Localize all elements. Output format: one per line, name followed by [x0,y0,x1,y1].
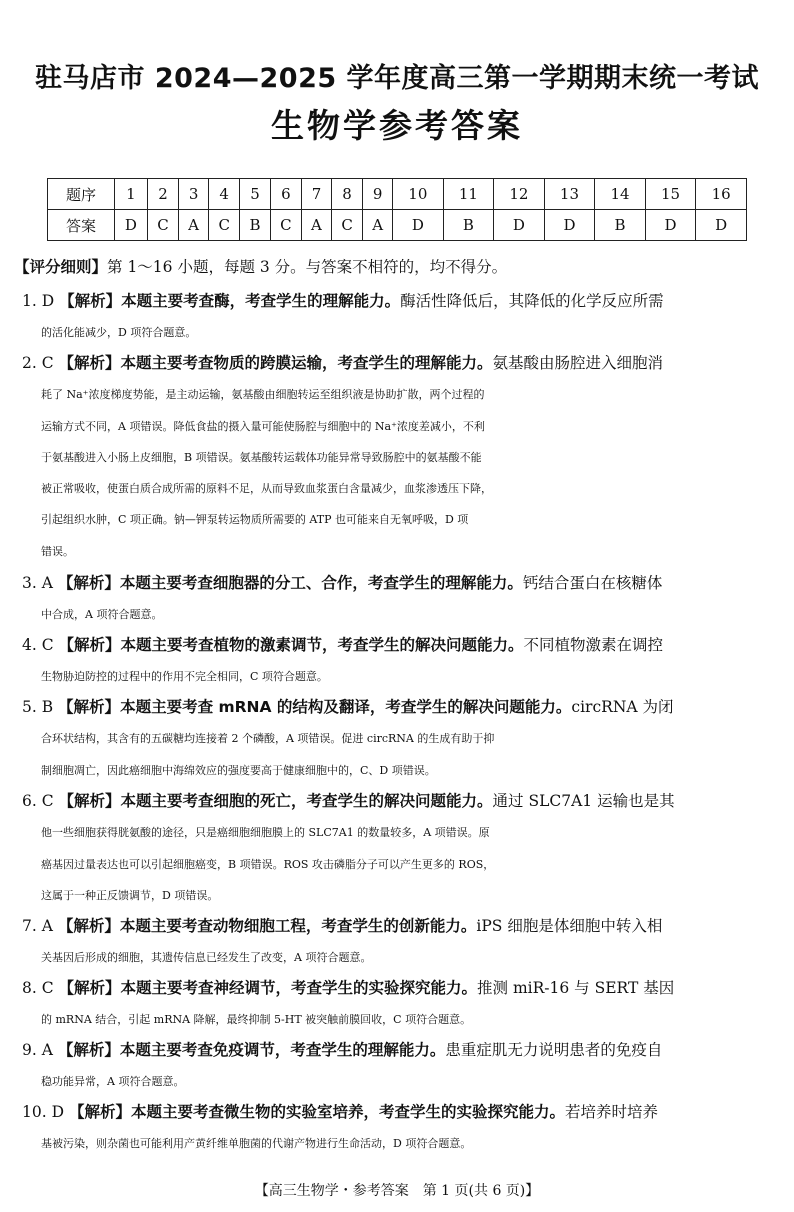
answer-explanation [22,692,782,786]
question-number: 10 [393,179,444,210]
explanation-text: 制细胞凋亡，因此癌细胞中海绵效应的强度要高于健康细胞中的，C、D 项错误。 [41,763,436,777]
answer-explanation [22,973,782,1036]
answer-explanation [22,630,782,693]
answer-cell: B [240,210,270,241]
exam-title: 驻马店市 2024—2025 学年度高三第一学期期末统一考试 [34,63,760,94]
topic-summary: 本题主要考查物质的跨膜运输，考查学生的理解能力。 [120,354,493,372]
question-number: 1 [115,179,148,210]
explanation-text: 于氨基酸进入小肠上皮细胞，B 项错误。氨基酸转运载体功能异常导致肠腔中的氨基酸不能 [41,450,482,464]
scoring-rule-text: 第 1～16 小题，每题 3 分。与答案不相符的，均不得分。 [107,258,508,276]
document-title: 生物学参考答案 [271,106,523,145]
question-number-row [48,179,747,210]
explanation-text: 的活化能减少，D 项符合题意。 [41,326,197,340]
question-answer-label: 1. D [22,292,55,310]
explanation-text: 合环状结构，其含有的五碳糖均连接着 2 个磷酸，A 项错误。促进 circRNA 的生成有助于抑 [41,732,495,746]
answer-cell: D [696,210,747,241]
question-answer-label: 8. C [22,979,54,997]
explanation-text: 耗了 Na⁺浓度梯度势能，是主动运输，氨基酸由细胞转运至组织液是协助扩散，两个过程的 [41,388,485,402]
topic-summary: 本题主要考查微生物的实验室培养，考查学生的实验探究能力。 [130,1103,565,1121]
question-answer-label: 9. A [22,1041,53,1059]
explanation-text: 这属于一种正反馈调节，D 项错误。 [41,888,219,902]
answer-explanation [22,911,782,974]
page-footer: 【高三生物学・参考答案 第 1 页(共 6 页)】 [254,1183,540,1199]
question-answer-label: 2. C [22,354,54,372]
explanation-line [22,379,782,410]
question-answer-label: 5. B [22,698,54,716]
explanation-text: 引起组织水肿，C 项正确。钠—钾泵转运物质所需要的 ATP 也可能来自无氧呼吸，D 项 [41,513,469,527]
explanation-text: circRNA 为闭 [571,698,674,716]
explanation-text: 患重症肌无力说明患者的免疫自 [445,1041,663,1059]
explanation-line [22,692,782,723]
analysis-tag: 【解析】 [58,979,121,997]
explanation-line [22,661,782,692]
explanation-text: 基被污染，则杂菌也可能利用产黄纤维单胞菌的代谢产物进行生命活动，D 项符合题意。 [41,1137,472,1151]
question-number: 3 [179,179,209,210]
answer-cell: A [363,210,393,241]
explanation-text: 若培养时培养 [564,1103,658,1121]
explanation-text: 被正常吸收，使蛋白质合成所需的原料不足，从而导致血浆蛋白含量减少，血浆渗透压下降， [41,482,492,496]
analysis-tag: 【解析】 [57,1041,120,1059]
explanation-text: 稳功能异常，A 项符合题意。 [41,1075,185,1089]
explanation-line [22,786,782,817]
explanation-line [22,568,782,599]
question-number: 7 [302,179,332,210]
answer-cell: B [443,210,494,241]
explanation-line [22,473,782,504]
scoring-rule [14,255,507,277]
explanation-line [22,536,782,567]
topic-summary: 本题主要考查免疫调节，考查学生的理解能力。 [119,1041,446,1059]
question-number: 9 [363,179,393,210]
explanation-line [22,348,782,379]
explanation-text: 他一些细胞获得胱氨酸的途径，只是癌细胞细胞膜上的 SLC7A1 的数量较多，A 项错误。原 [41,826,490,840]
answer-explanation [22,1035,782,1098]
answer-cell: C [270,210,301,241]
explanation-line [22,1066,782,1097]
explanation-line [22,723,782,754]
explanation-text: 的 mRNA 结合，引起 mRNA 降解，最终抑制 5-HT 被突触前膜回收，C 项符合题意。 [41,1013,472,1027]
explanation-line [22,755,782,786]
explanation-text: 运输方式不同，A 项错误。降低食盐的摄入量可能使肠腔与细胞中的 Na⁺浓度差减小，不利 [41,419,485,433]
question-answer-label: 6. C [22,792,54,810]
question-number: 13 [544,179,595,210]
question-number: 5 [240,179,270,210]
topic-summary: 本题主要考查植物的激素调节，考查学生的解决问题能力。 [120,636,524,654]
explanation-text: 错误。 [41,544,74,558]
topic-summary: 本题主要考查细胞的死亡，考查学生的解决问题能力。 [120,792,493,810]
question-number: 16 [696,179,747,210]
answer-cell: D [544,210,595,241]
question-answer-label: 4. C [22,636,54,654]
answer-explanation [22,348,782,567]
explanation-text: 生物胁迫防控的过程中的作用不完全相同，C 项符合题意。 [41,670,328,684]
answer-cell: A [179,210,209,241]
explanation-line [22,1097,782,1128]
analysis-tag: 【解析】 [57,574,120,592]
question-number: 6 [270,179,301,210]
explanation-text: 不同植物激素在调控 [523,636,664,654]
analysis-tag: 【解析】 [58,636,121,654]
topic-summary: 本题主要考查动物细胞工程，考查学生的创新能力。 [119,917,477,935]
question-number: 14 [595,179,646,210]
answer-cell: D [393,210,444,241]
explanation-line [22,442,782,473]
answer-explanation [22,1097,782,1160]
answer-cell: C [208,210,239,241]
question-number: 12 [494,179,545,210]
analysis-tag: 【解析】 [58,698,121,716]
topic-summary: 本题主要考查 mRNA 的结构及翻译，考查学生的解决问题能力。 [120,698,572,716]
explanation-line [22,817,782,848]
explanation-text: 关基因后形成的细胞，其遗传信息已经发生了改变，A 项符合题意。 [41,951,372,965]
answer-cell: C [147,210,178,241]
explanation-text: 钙结合蛋白在核糖体 [522,574,663,592]
explanation-text: 通过 SLC7A1 运输也是其 [492,792,675,810]
question-number: 15 [645,179,696,210]
answer-cell: A [302,210,332,241]
question-number: 11 [443,179,494,210]
explanation-text: 推测 miR-16 与 SERT 基因 [477,979,675,997]
explanation-text: 酶活性降低后，其降低的化学反应所需 [400,292,664,310]
answer-cell: B [595,210,646,241]
explanation-line [22,911,782,942]
explanation-line [22,599,782,630]
answer-cell: D [115,210,148,241]
explanation-line [22,411,782,442]
explanation-line [22,1035,782,1066]
explanation-line [22,880,782,911]
answer-row [48,210,747,241]
question-number: 4 [208,179,239,210]
answer-explanation [22,286,782,349]
explanation-text: 癌基因过量表达也可以引起细胞癌变，B 项错误。ROS 攻击磷脂分子可以产生更多的 ROS， [41,857,495,871]
answer-explanation [22,786,782,911]
analysis-tag: 【解析】 [58,792,121,810]
explanation-line [22,973,782,1004]
explanation-line [22,504,782,535]
row-header-number: 题序 [48,179,115,210]
topic-summary: 本题主要考查细胞器的分工、合作，考查学生的理解能力。 [119,574,523,592]
question-answer-label: 10. D [22,1103,65,1121]
question-number: 2 [147,179,178,210]
explanation-line [22,286,782,317]
analysis-tag: 【解析】 [58,354,121,372]
explanation-line [22,1128,782,1159]
explanation-line [22,849,782,880]
answer-cell: C [331,210,362,241]
topic-summary: 本题主要考查酶，考查学生的理解能力。 [121,292,401,310]
explanation-line [22,1004,782,1035]
analysis-tag: 【解析】 [59,292,122,310]
explanation-line [22,942,782,973]
topic-summary: 本题主要考查神经调节，考查学生的实验探究能力。 [120,979,478,997]
explanation-text: 中合成，A 项符合题意。 [41,608,163,622]
answer-cell: D [645,210,696,241]
explanation-line [22,630,782,661]
analysis-tag: 【解析】 [68,1103,131,1121]
answer-cell: D [494,210,545,241]
explanation-line [22,317,782,348]
answer-table [47,178,747,241]
scoring-rule-tag: 【评分细则】 [14,258,108,276]
analysis-tag: 【解析】 [57,917,120,935]
row-header-answer: 答案 [48,210,115,241]
answer-explanation [22,568,782,631]
question-answer-label: 7. A [22,917,53,935]
question-answer-label: 3. A [22,574,53,592]
explanation-text: 氨基酸由肠腔进入细胞消 [492,354,664,372]
explanation-text: iPS 细胞是体细胞中转入相 [476,917,663,935]
question-number: 8 [331,179,362,210]
